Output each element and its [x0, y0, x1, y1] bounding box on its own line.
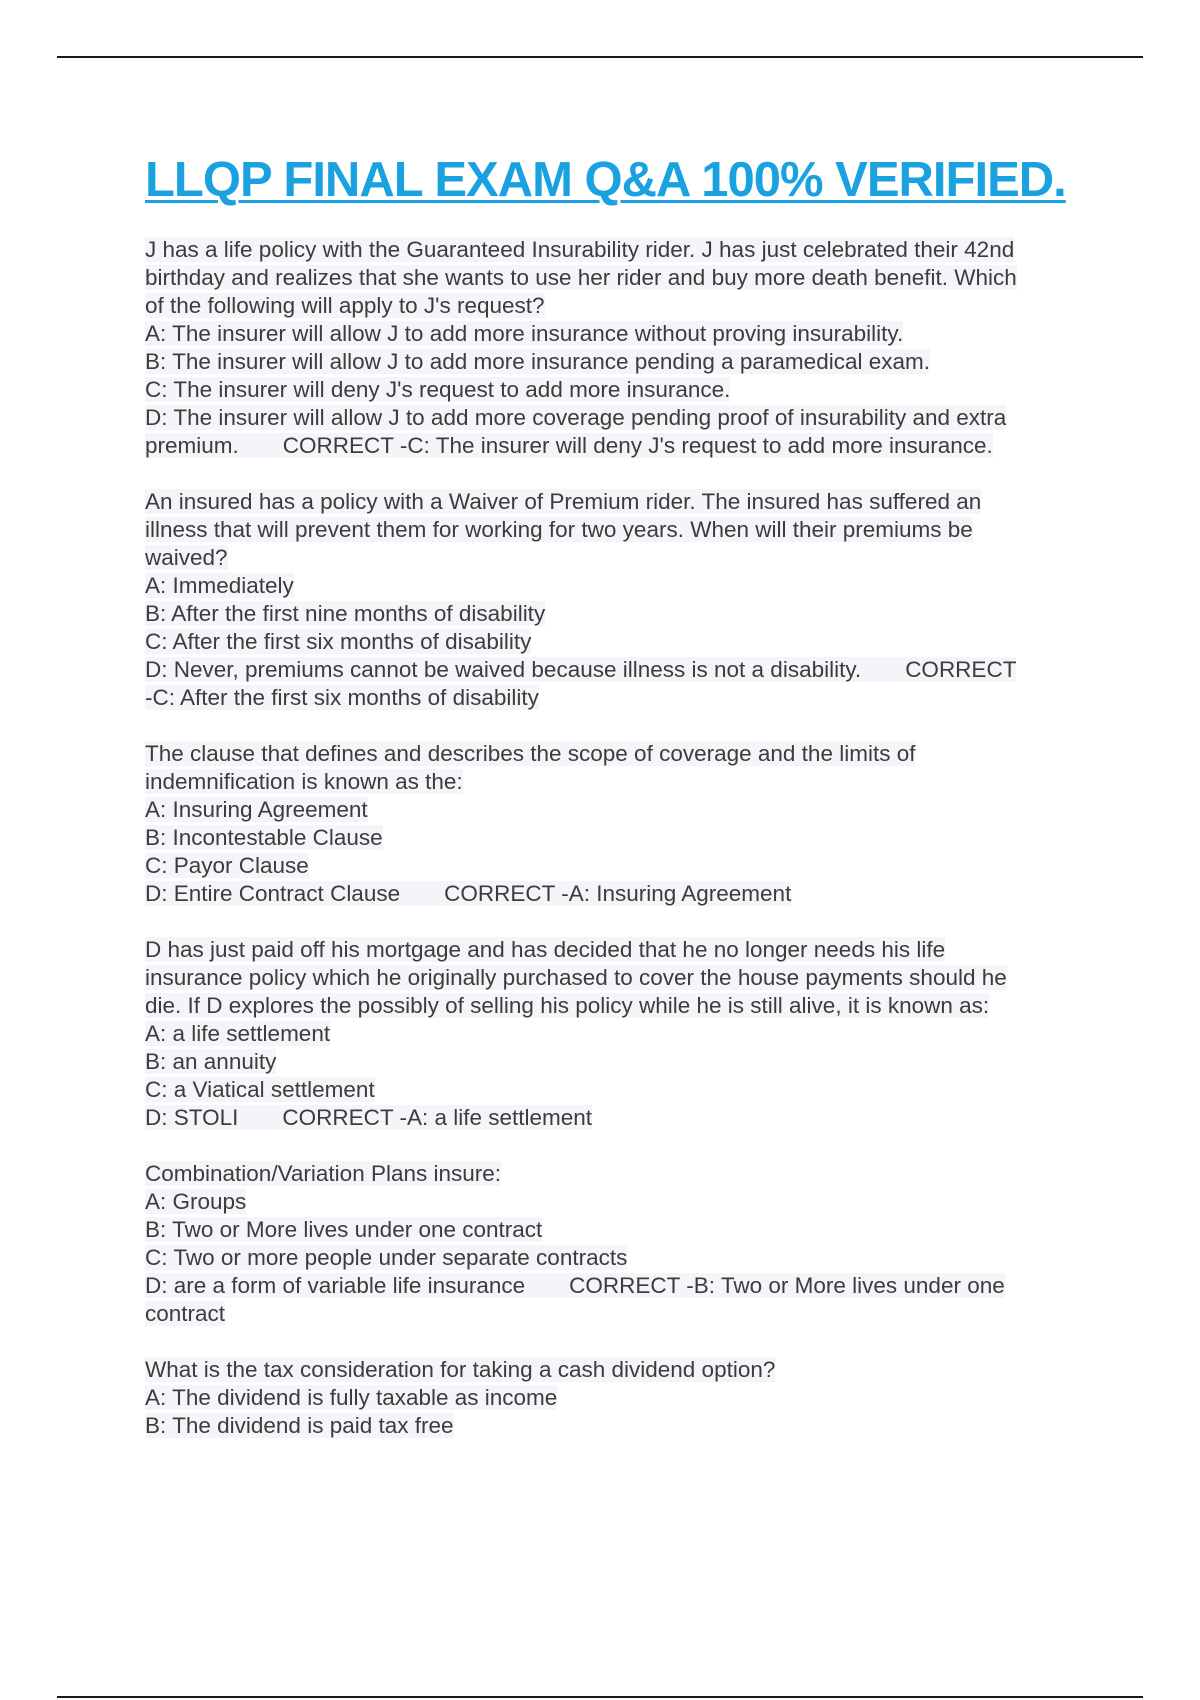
correct-answer-continuation: -C: After the first six months of disability [145, 685, 539, 710]
question-line: The clause that defines and describes the scope of coverage and the limits of [145, 741, 916, 766]
question-line: J has a life policy with the Guaranteed Insurability rider. J has just celebrated their 42nd [145, 237, 1015, 262]
option-d-text: D: are a form of variable life insurance [145, 1273, 526, 1298]
option-c: C: After the first six months of disability [145, 629, 532, 654]
option-b: B: Two or More lives under one contract [145, 1217, 543, 1242]
option-a: A: Immediately [145, 573, 294, 598]
qa-block [145, 936, 1095, 1132]
option-d-text: D: STOLI [145, 1105, 239, 1130]
correct-answer: CORRECT -B: Two or More lives under one [569, 1273, 1005, 1298]
option-b: B: The dividend is paid tax free [145, 1413, 454, 1438]
option-a: A: a life settlement [145, 1021, 331, 1046]
question-line: waived? [145, 545, 228, 570]
question-line: Combination/Variation Plans insure: [145, 1161, 502, 1186]
question-line: of the following will apply to J's request? [145, 293, 545, 318]
question-line: What is the tax consideration for taking a cash dividend option? [145, 1357, 776, 1382]
correct-answer: CORRECT -A: a life settlement [282, 1105, 593, 1130]
option-a: A: Groups [145, 1189, 247, 1214]
option-d-text: D: Entire Contract Clause [145, 881, 401, 906]
option-c: C: The insurer will deny J's request to add more insurance. [145, 377, 731, 402]
qa-block [145, 236, 1095, 460]
qa-block [145, 488, 1095, 712]
option-c: C: Payor Clause [145, 853, 309, 878]
option-b: B: The insurer will allow J to add more insurance pending a paramedical exam. [145, 349, 930, 374]
qa-block [145, 740, 1095, 908]
option-d-text: premium. [145, 433, 239, 458]
option-b: B: Incontestable Clause [145, 825, 383, 850]
option-d-continuation [145, 432, 1095, 460]
qa-block [145, 1356, 1095, 1440]
question-line: birthday and realizes that she wants to use her rider and buy more death benefit. Which [145, 265, 1017, 290]
qa-content [145, 236, 1095, 1468]
document-title: LLQP FINAL EXAM Q&A 100% VERIFIED. [145, 153, 1066, 207]
option-d [145, 656, 1095, 684]
correct-answer-continuation: contract [145, 1301, 226, 1326]
option-d-text: D: Never, premiums cannot be waived because illness is not a disability. [145, 657, 862, 682]
option-d [145, 880, 1095, 908]
correct-answer: CORRECT [905, 657, 1017, 682]
option-c: C: a Viatical settlement [145, 1077, 375, 1102]
option-d [145, 1272, 1095, 1300]
option-b: B: an annuity [145, 1049, 277, 1074]
option-d [145, 1104, 1095, 1132]
option-c: C: Two or more people under separate contracts [145, 1245, 628, 1270]
qa-block [145, 1160, 1095, 1328]
bottom-rule [57, 1696, 1143, 1698]
question-line: indemnification is known as the: [145, 769, 463, 794]
question-line: die. If D explores the possibly of selling his policy while he is still alive, it is known as: [145, 993, 990, 1018]
option-a: A: The dividend is fully taxable as income [145, 1385, 558, 1410]
top-rule [57, 56, 1143, 58]
option-a: A: Insuring Agreement [145, 797, 368, 822]
option-b: B: After the first nine months of disability [145, 601, 546, 626]
question-line: insurance policy which he originally purchased to cover the house payments should he [145, 965, 1007, 990]
option-d: D: The insurer will allow J to add more coverage pending proof of insurability and extra [145, 405, 1007, 430]
option-a: A: The insurer will allow J to add more insurance without proving insurability. [145, 321, 904, 346]
correct-answer: CORRECT -C: The insurer will deny J's request to add more insurance. [282, 433, 993, 458]
question-line: An insured has a policy with a Waiver of Premium rider. The insured has suffered an [145, 489, 982, 514]
question-line: illness that will prevent them for working for two years. When will their premiums be [145, 517, 973, 542]
question-line: D has just paid off his mortgage and has decided that he no longer needs his life [145, 937, 946, 962]
correct-answer: CORRECT -A: Insuring Agreement [444, 881, 792, 906]
